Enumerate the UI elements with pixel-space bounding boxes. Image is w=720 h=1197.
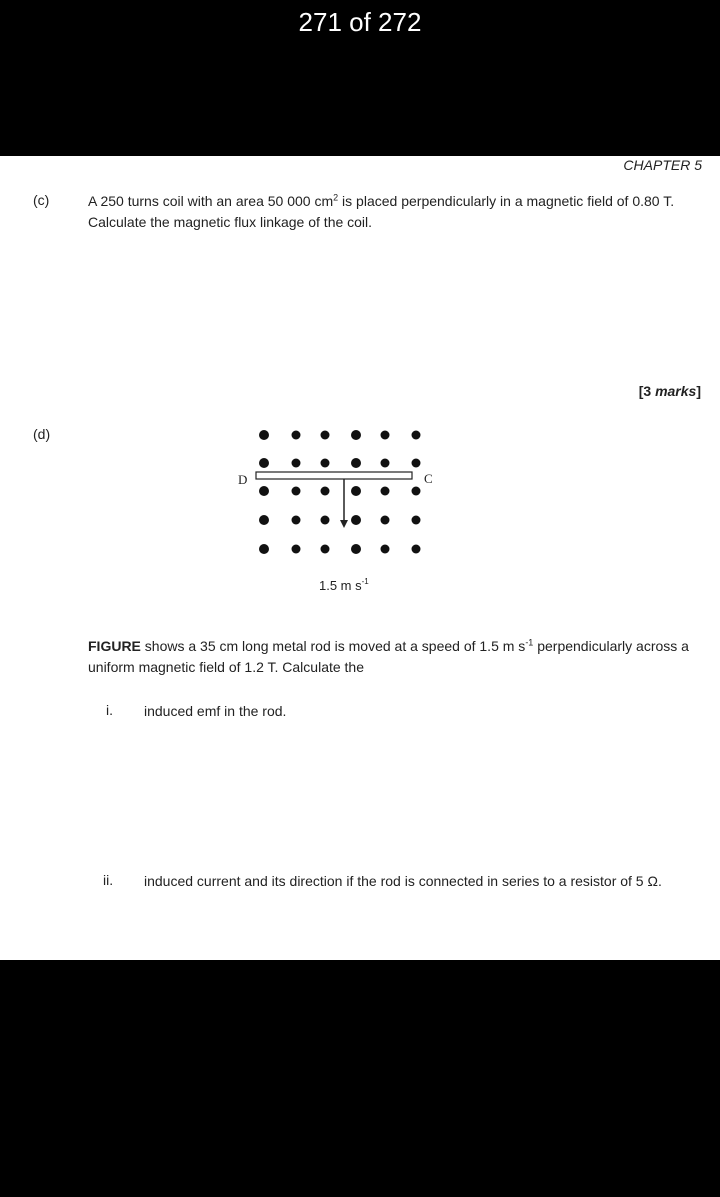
field-dot xyxy=(259,430,269,440)
question-c-text-part1: A 250 turns coil with an area 50 000 cm xyxy=(88,193,334,209)
velocity-arrowhead xyxy=(340,520,348,528)
field-dot xyxy=(351,515,361,525)
field-dot xyxy=(292,545,301,554)
field-dot xyxy=(381,516,390,525)
field-dot xyxy=(351,430,361,440)
field-dot xyxy=(259,486,269,496)
field-dot xyxy=(412,545,421,554)
field-dot xyxy=(351,458,361,468)
field-dot xyxy=(292,516,301,525)
field-dot xyxy=(351,544,361,554)
question-c-text xyxy=(88,191,708,233)
rod-label-d: D xyxy=(238,472,248,487)
field-dot xyxy=(259,515,269,525)
subpart-ii-text: induced current and its direction if the rod is connected in series to a resistor of 5 Ω. xyxy=(144,873,662,889)
field-dot xyxy=(381,487,390,496)
question-d-text xyxy=(88,636,708,678)
field-dot xyxy=(321,545,330,554)
field-dot xyxy=(381,459,390,468)
magnetic-field-figure xyxy=(230,424,450,602)
field-dot xyxy=(351,486,361,496)
field-dot xyxy=(292,459,301,468)
field-dot xyxy=(381,431,390,440)
rod-label-c: C xyxy=(424,471,433,486)
field-dots xyxy=(259,430,421,554)
field-dot xyxy=(412,431,421,440)
question-d-label: (d) xyxy=(33,426,51,442)
field-dot xyxy=(381,545,390,554)
document-page[interactable] xyxy=(0,156,720,960)
speed-sup: -1 xyxy=(361,577,369,586)
field-dot xyxy=(321,516,330,525)
subpart-ii-number: ii. xyxy=(103,872,114,888)
marks-close: ] xyxy=(696,383,701,399)
marks-open: [3 xyxy=(638,383,656,399)
field-dot xyxy=(412,459,421,468)
field-dot xyxy=(259,458,269,468)
subpart-i-number: i. xyxy=(106,702,113,718)
marks-label xyxy=(639,383,701,399)
speed-label xyxy=(319,577,369,593)
field-dot xyxy=(412,516,421,525)
field-dot xyxy=(321,459,330,468)
figure-word: FIGURE xyxy=(88,638,141,654)
metal-rod xyxy=(256,472,412,479)
marks-word: marks xyxy=(655,383,697,399)
field-dot xyxy=(292,487,301,496)
question-d-sup: -1 xyxy=(525,637,534,648)
question-d-text-part1: shows a 35 cm long metal rod is moved at a speed of 1.5 m s xyxy=(140,638,526,654)
field-dot xyxy=(321,487,330,496)
chapter-heading: CHAPTER 5 xyxy=(623,157,702,173)
figure-svg xyxy=(230,424,450,602)
viewer-bottom-bar xyxy=(0,960,720,1197)
question-c-sup: 2 xyxy=(333,192,339,203)
field-dot xyxy=(292,431,301,440)
viewer-top-bar xyxy=(0,0,720,156)
field-dot xyxy=(321,431,330,440)
speed-value: 1.5 m s xyxy=(319,578,362,593)
page-counter: 271 of 272 xyxy=(298,7,422,37)
field-dot xyxy=(259,544,269,554)
field-dot xyxy=(412,487,421,496)
question-d-text-part2: perpendicularly across a uniform magnetic field of 1.2 T. Calculate the xyxy=(88,638,689,675)
question-c-label: (c) xyxy=(33,192,50,208)
subpart-i-text: induced emf in the rod. xyxy=(144,703,287,719)
question-c-text-part2: is placed perpendicularly in a magnetic field of 0.80 T. Calculate the magnetic flux linkage of the coil. xyxy=(88,193,675,230)
